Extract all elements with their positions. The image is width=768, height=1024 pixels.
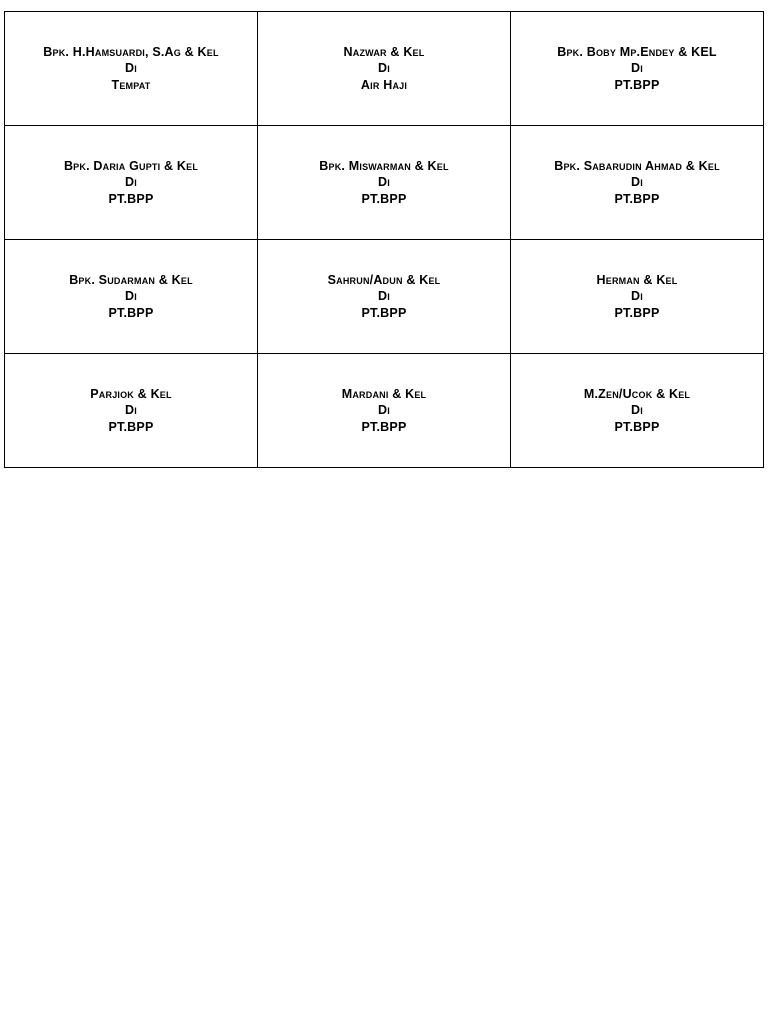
address-label-grid [4,11,764,468]
location-prefix: Di [125,175,137,190]
label-row [5,12,764,126]
address-label-cell [5,126,258,240]
label-row [5,354,764,468]
location-name: PT.BPP [614,191,660,206]
recipient-name: Mardani & Kel [341,386,427,401]
location-name: Tempat [111,77,151,92]
location-prefix: Di [631,61,643,76]
location-name: PT.BPP [614,419,660,434]
location-name: PT.BPP [108,305,154,320]
recipient-name: Herman & Kel [596,272,678,287]
location-prefix: Di [631,403,643,418]
location-prefix: Di [378,289,390,304]
address-label-cell [258,12,511,126]
location-name: PT.BPP [361,191,407,206]
recipient-name: Bpk. Sudarman & Kel [69,272,193,287]
location-prefix: Di [631,289,643,304]
recipient-name: Bpk. Sabarudin Ahmad & Kel [554,158,720,173]
recipient-name: Bpk. Miswarman & Kel [319,158,449,173]
location-name: PT.BPP [108,419,154,434]
location-prefix: Di [631,175,643,190]
location-name: PT.BPP [361,305,407,320]
address-label-cell [258,354,511,468]
address-label-cell [511,12,764,126]
location-prefix: Di [125,403,137,418]
address-label-cell [5,12,258,126]
recipient-name: M.Zen/Ucok & Kel [583,386,691,401]
recipient-name: Nazwar & Kel [343,44,425,59]
location-prefix: Di [378,175,390,190]
location-prefix: Di [125,289,137,304]
location-name: PT.BPP [614,77,660,92]
location-name: Air Haji [360,77,408,92]
recipient-name: Bpk. H.Hamsuardi, S.Ag & Kel [43,44,219,59]
address-label-cell [258,240,511,354]
location-name: PT.BPP [614,305,660,320]
address-label-cell [258,126,511,240]
address-label-cell [511,240,764,354]
label-row [5,240,764,354]
location-prefix: Di [125,61,137,76]
recipient-name: Bpk. Daria Gupti & Kel [63,158,199,173]
recipient-name: Sahrun/Adun & Kel [327,272,441,287]
address-label-cell [5,354,258,468]
location-name: PT.BPP [361,419,407,434]
recipient-name: Bpk. Boby Mp.Endey & KEL [557,44,717,59]
location-prefix: Di [378,61,390,76]
address-label-cell [5,240,258,354]
location-prefix: Di [378,403,390,418]
address-label-cell [511,126,764,240]
address-label-cell [511,354,764,468]
location-name: PT.BPP [108,191,154,206]
recipient-name: Parjiok & Kel [90,386,172,401]
label-row [5,126,764,240]
